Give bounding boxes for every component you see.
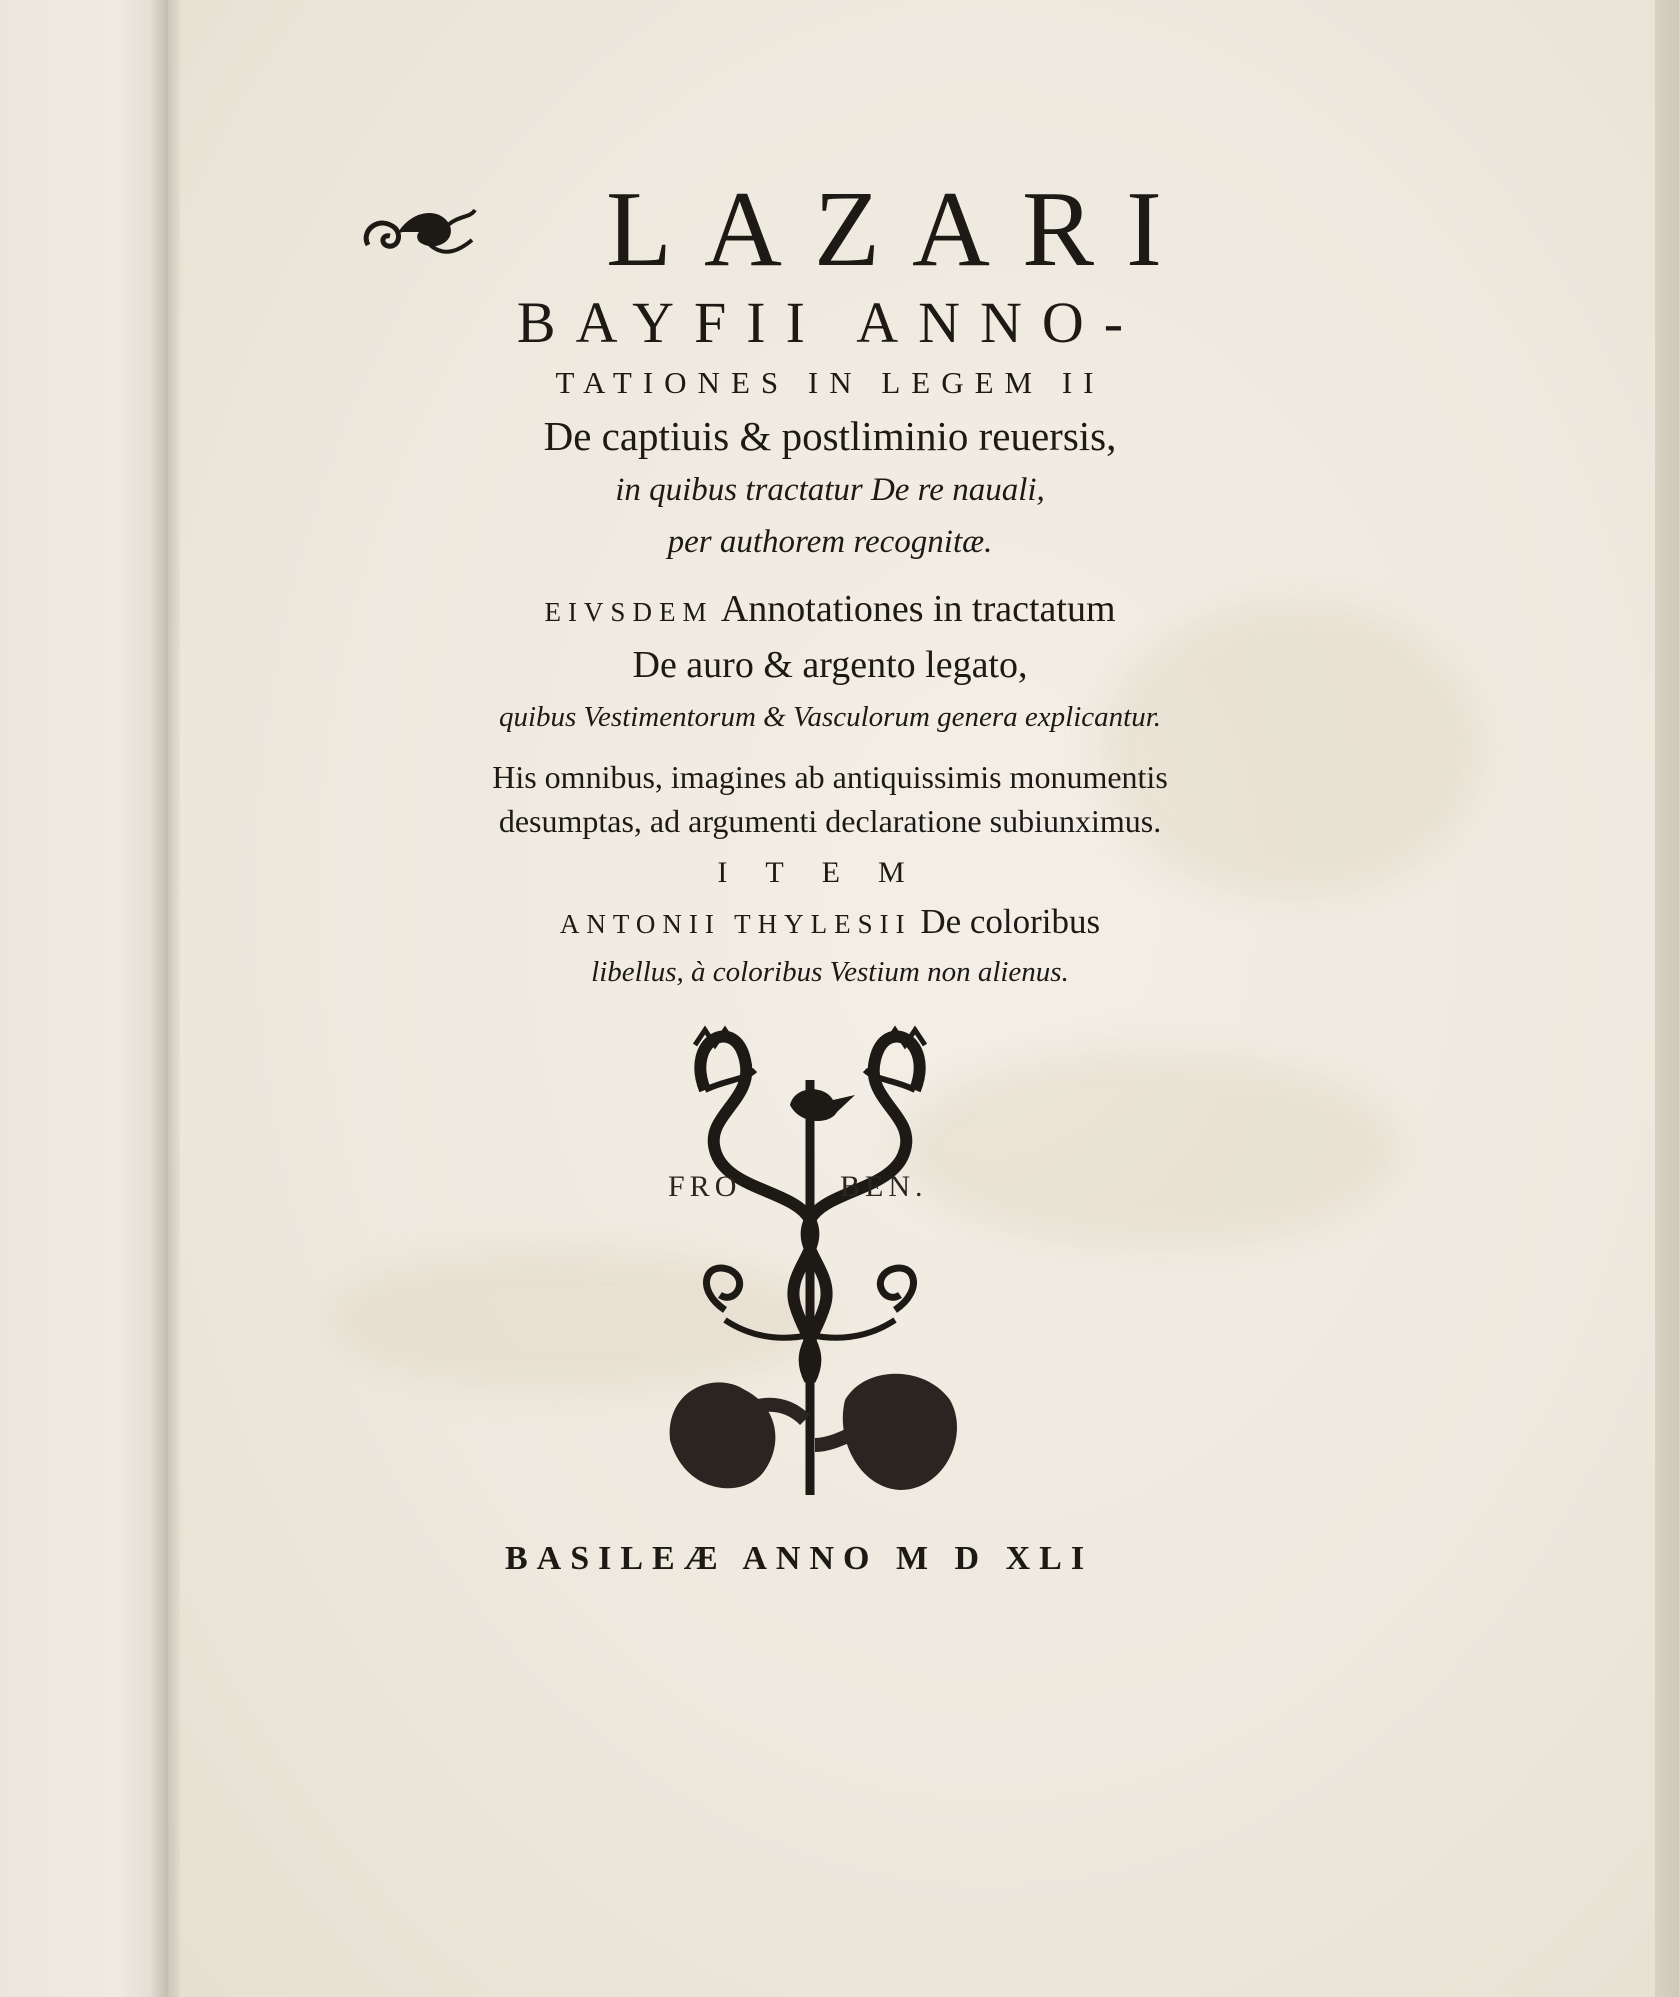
title-line-bayfii: BAYFII ANNO- bbox=[516, 290, 1144, 355]
title-line-his-omnibus: His omnibus, imagines ab antiquissimis monumentis bbox=[492, 759, 1168, 795]
imprint-line: BASILEÆ ANNO M D XLI bbox=[505, 1540, 1094, 1577]
printer-mark-right: BEN. bbox=[840, 1170, 928, 1203]
title-line-eiusdem bbox=[340, 582, 1320, 639]
gutter-shadow bbox=[150, 0, 180, 1997]
title-lazari: LAZARI bbox=[606, 170, 1194, 289]
title-line-de-auro: De auro & argento legato, bbox=[632, 644, 1028, 686]
antonii-caps: ANTONII THYLESII bbox=[559, 909, 912, 939]
title-line-item: ITEM bbox=[717, 856, 943, 889]
fleuron-ornament-icon bbox=[360, 200, 480, 260]
title-line-desumptas: desumptas, ad argumenti declaratione subiunximus. bbox=[498, 803, 1162, 839]
title-block bbox=[340, 170, 1320, 995]
page-edge bbox=[1655, 0, 1679, 1997]
title-line-lazari bbox=[340, 170, 1320, 290]
title-line-antonii bbox=[340, 897, 1320, 949]
eiusdem-caps: EIVSDEM bbox=[544, 597, 714, 627]
antonii-rest: De coloribus bbox=[911, 902, 1101, 941]
title-line-tationes: TATIONES IN LEGEM II bbox=[555, 365, 1105, 400]
title-line-de-re-nauali: in quibus tractatur De re nauali, bbox=[615, 472, 1045, 508]
title-line-libellus: libellus, à coloribus Vestium non alienus. bbox=[591, 956, 1069, 988]
title-line-de-captiuis: De captiuis & postliminio reuersis, bbox=[543, 413, 1117, 459]
title-line-recognitae: per authorem recognitæ. bbox=[667, 524, 993, 560]
left-page bbox=[0, 0, 168, 1997]
paper-stain bbox=[900, 1050, 1400, 1250]
froben-caduceus-device-icon bbox=[665, 1020, 965, 1510]
eiusdem-rest: Annotationes in tractatum bbox=[713, 588, 1116, 630]
title-line-quibus: quibus Vestimentorum & Vasculorum genera explicantur. bbox=[498, 701, 1162, 733]
printer-mark-left: FRO bbox=[668, 1170, 742, 1203]
